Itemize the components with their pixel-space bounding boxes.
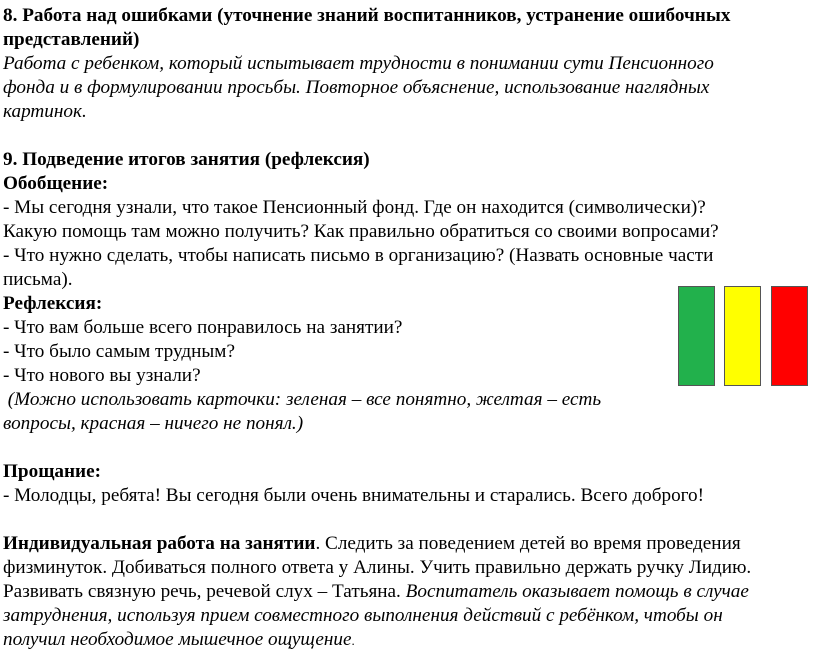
section-9-heading: 9. Подведение итогов занятия (рефлексия) (3, 149, 370, 170)
individual-work-label: Индивидуальная работа на занятии (3, 533, 316, 554)
individual-work-italic: получил необходимое мышечное ощущение (3, 629, 352, 650)
farewell-text: - Молодцы, ребята! Вы сегодня были очень внимательны и старались. Всего доброго! (3, 485, 705, 506)
individual-work-line (3, 580, 749, 604)
cards-note-cont: вопросы, красная – ничего не понял.) (3, 413, 304, 434)
reflection-label: Рефлексия: (3, 293, 103, 314)
individual-work-line (3, 532, 741, 556)
summary-line: - Что нужно сделать, чтобы написать письмо в организацию? (Назвать основные части (3, 245, 714, 266)
farewell-label: Прощание: (3, 461, 101, 482)
individual-work-end: . (351, 633, 355, 648)
summary-line: письма). (3, 269, 73, 290)
reflection-question: - Что вам больше всего понравилось на занятии? (3, 317, 403, 338)
reflection-question: - Что нового вы узнали? (3, 365, 201, 386)
reflection-question: - Что было самым трудным? (3, 341, 235, 362)
individual-work-italic: Воспитатель оказывает помощь в случае (405, 581, 749, 602)
individual-work-text: . Следить за поведением детей во время проведения (315, 533, 741, 554)
summary-label: Обобщение: (3, 173, 109, 194)
section-8-heading: 8. Работа над ошибками (уточнение знаний воспитанников, устранение ошибочных (3, 5, 731, 26)
cards-note: (Можно использовать карточки: зеленая – все понятно, желтая – есть (3, 389, 602, 410)
individual-work-line (3, 628, 355, 653)
section-8-text-line: картинок. (3, 101, 87, 122)
yellow-card (724, 286, 761, 386)
summary-line: - Мы сегодня узнали, что такое Пенсионный фонд. Где он находится (символически)? (3, 197, 706, 218)
summary-line: Какую помощь там можно получить? Как правильно обратиться со своими вопросами? (3, 221, 719, 242)
red-card (771, 286, 808, 386)
section-8-text-line: фонда и в формулировании просьбы. Повторное объяснение, использование наглядных (3, 77, 710, 98)
section-8-heading-cont: представлений) (3, 29, 140, 50)
green-card (678, 286, 715, 386)
individual-work-line: физминуток. Добиваться полного ответа у Алины. Учить правильно держать ручку Лидию. (3, 557, 752, 578)
reflection-cards (678, 286, 808, 386)
individual-work-line: затруднения, используя прием совместного выполнения действий с ребёнком, чтобы он (3, 605, 723, 626)
individual-work-text: Развивать связную речь, речевой слух – Татьяна. (3, 581, 406, 602)
section-8-text-line: Работа с ребенком, который испытывает трудности в понимании сути Пенсионного (3, 53, 714, 74)
